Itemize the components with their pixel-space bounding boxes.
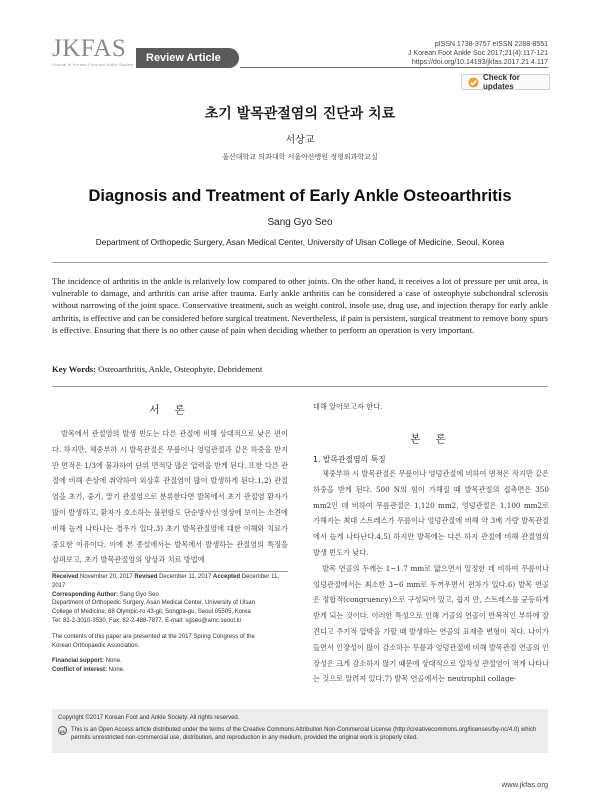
publication-meta: [408, 40, 548, 67]
license-box: [52, 709, 548, 753]
check-for-updates-label: Check for updates: [483, 73, 520, 91]
abstract-top-divider: [52, 262, 548, 263]
revised-date: December 11, 2017: [159, 574, 212, 580]
journal-logo: [52, 36, 134, 67]
citation-line: J Korean Foot Ankle Soc 2017;21(4):117-121: [408, 50, 548, 57]
introduction-text: [52, 426, 288, 568]
article-type-badge: Review Article: [136, 48, 239, 68]
subsection-heading: 1. 발목관절염의 특징: [313, 455, 386, 464]
keywords-list: Osteoarthritis, Ankle, Osteophyte, Debridement: [98, 364, 263, 374]
logo-tagline: Journal of Korean Foot and Ankle Society: [52, 62, 134, 67]
corresponding-label: Corresponding Author:: [52, 591, 119, 598]
title-english: Diagnosis and Treatment of Early Ankle Osteoarthritis: [88, 187, 512, 205]
license-text: This is an Open Access article distributed under the terms of the Creative Commons Attribution Non-Commercial License (http://creativecommons.org/licenses/by-nc/4.0) which permits unrestricted non-commercial use, distribution, and reproduction in any medium, provided the original work is properly cited.: [71, 726, 537, 741]
journal-website[interactable]: www.jkfas.org: [501, 780, 548, 789]
creative-commons-icon: cc: [58, 726, 67, 735]
revised-label: Revised: [134, 574, 158, 580]
affiliation-korean: 울산대학교 의과대학 서울아산병원 정형외과학교실: [222, 153, 378, 161]
keywords: [52, 364, 548, 374]
affiliation-english: Department of Orthopedic Surgery, Asan Medical Center, University of Ulsan College of Medicine, Seoul, Korea: [95, 237, 505, 247]
article-footnotes: [52, 573, 288, 675]
paragraph: 발목 연골의 두께는 1~1.7 mm로 얇으면서 일정한 데 비하여 무릎이나 엉덩관절에서는 최소한 3~6 mm로 두꺼우면서 편차가 있다.6) 발목 연골은 정합적(congruency)으로 구성되어 있고, 쉽지 만, 스트레스를 균등하게 받게 되는 것이다. 이러한 특성으로 인해 거골의 연골이 반복적인 부하에 잘 견디고 주기적 압박을 가할 때 발생하는 연골의 표재층 변형이 적다. 나이가 들면서 인장성이 많이 감소하는 무릎과 엉덩관절에 비해 발목관절 연골의 인장성은 크게 감소하지 않기 때문에 상대적으로 일차성 관절염이 적게 나타나는 것으로 알려져 있다.7) 발목 연골에서는 neutrophil collage-: [313, 563, 549, 684]
address-line: College of Medicine, 88 Olympic-ro 43-gil, Songpa-gu, Seoul 05505, Korea: [52, 609, 251, 616]
header-divider: [240, 67, 548, 68]
paragraph-continuation: 대해 알아보고자 한다.: [313, 402, 383, 411]
financial-label: Financial support:: [52, 658, 105, 665]
author-korean: 서상교: [285, 135, 315, 146]
corresponding-name: Sang Gyo Seo: [119, 591, 159, 598]
presentation-note: Korean Orthopaedic Association.: [52, 642, 140, 649]
check-for-updates-button[interactable]: [461, 74, 550, 90]
received-date: November 20, 2017: [80, 574, 133, 580]
doi-link[interactable]: https://doi.org/10.14193/jkfas.2017.21.4.117: [411, 59, 548, 66]
keywords-label: Key Words:: [52, 364, 97, 374]
received-label: Received: [52, 574, 79, 580]
conflict-label: Conflict of interest:: [52, 667, 107, 674]
introduction-continued: [313, 399, 549, 415]
accepted-date: December 11, 2017: [52, 574, 279, 589]
accepted-label: Accepted: [213, 574, 241, 580]
issn-line: pISSN 1738-3757 eISSN 2288-8551: [434, 41, 548, 48]
title-korean: 초기 발목관절염의 진단과 치료: [204, 106, 396, 122]
footnote-divider: [52, 571, 288, 572]
corresponding-author: [52, 591, 288, 600]
section-heading-introduction: 서 론: [149, 404, 191, 416]
conflict-value: None.: [108, 667, 125, 674]
presentation-note: The contents of this paper are presented at the 2017 Spring Congress of the: [52, 633, 255, 640]
address-line: Department of Orthopedic Surgery, Asan Medical Center, University of Ulsan: [52, 600, 255, 607]
financial-value: None.: [105, 658, 122, 665]
main-text: [313, 466, 549, 687]
paragraph: 체중부하 시 발목관절은 무릎이나 엉덩관절에 비하여 면적은 작지만 같은 하중을 받게 된다. 500 N의 힘이 가해질 때 발목관절의 접촉면은 350 mm2인 데 비하여 무릎관절은 1,120 mm2, 엉덩관절은 1,100 mm2로 가해지는 최대 스트레스가 무릎이나 엉덩관절에 비해 약 3배 가량 발목관절에서 높게 나타난다.4,5) 하지만 발목에는 다른 하지 관절에 비해 관절염의 발생 빈도가 낮다.: [313, 469, 549, 557]
financial-support: [52, 657, 288, 666]
copyright-line: Copyright ©2017 Korean Foot and Ankle Society. All rights reserved.: [58, 715, 240, 721]
logo-wordmark: JKFAS: [52, 35, 127, 62]
conflict-of-interest: [52, 666, 288, 675]
author-english: Sang Gyo Seo: [267, 217, 333, 228]
abstract: The incidence of arthritis in the ankle is relatively low compared to other joints. On the other hand, it receives a lot of pressure per unit area, is vulnerable to damage, and arthritis can arise after trauma. Early ankle arthritis can be considered a case of osteophyte subchondral sclerosis without narrowing of the joint space. Conservative treatment, such as weight control, insole use, drug use, and injection therapy for early ankle arthritis, is effective and can be considered before surgical treatment. Nevertheless, if pain is persistent, surgical treatment to remove bony spurs is effective. Ensuring that there is no other cause of pain when deciding whether to perform an operation is very important.: [52, 276, 548, 335]
dates-line: [52, 573, 288, 591]
section-heading-main: 본 론: [410, 433, 452, 445]
contact-line: Tel: 82-2-3010-3530, Fax: 82-2-488-7877, E-mail: sgseo@amc.seoul.kr: [52, 617, 242, 624]
paragraph: 발목에서 관절염의 발생 빈도는 다른 관절에 비해 상대적으로 낮은 편이다. 하지만, 체중부하 시 발목관절은 무릎이나 엉덩관절과 같은 하중을 받지만 면적은 1/3에 불과하여 단위 면적당 많은 압력을 받게 된다. 또한 다른 관절에 비해 손상에 취약하여 외상후 관절염이 많이 발생하게 된다.1,2) 관절염을 초기, 중기, 말기 관절염으로 분류한다면 발목에서 초기 관절염 환자가 많이 발생하고, 환자가 호소하는 불편함도 단순방사선 영상에 보이는 소견에 비해 높게 나타나는 경우가 있다.3) 초기 발목관절염에 대한 이해와 치료가 중요한 이유이다. 이에 본 종설에서는 발목에서 발생하는 관절염의 특징을 살펴보고, 초기 발목관절염의 양상과 치료 방법에: [52, 429, 288, 565]
update-check-icon: [468, 77, 479, 88]
abstract-bottom-divider: [52, 386, 548, 387]
